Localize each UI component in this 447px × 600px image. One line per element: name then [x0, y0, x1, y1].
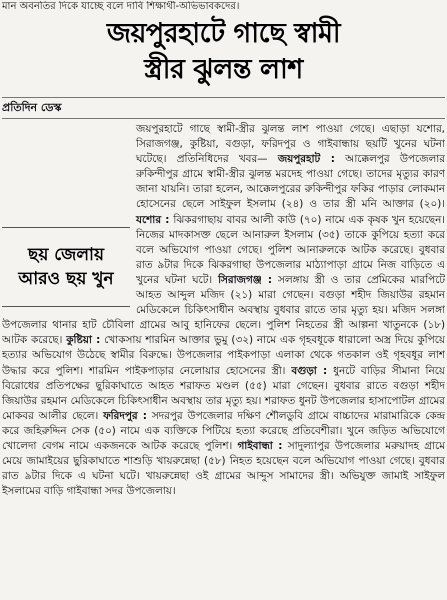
article-body [2, 122, 445, 598]
district-dateline: বগুড়া : [291, 364, 328, 377]
headline-line-2: স্ত্রীর ঝুলন্ত লাশ [144, 54, 303, 85]
subheadline-line-2: আরও ছয় খুন [18, 269, 114, 289]
article-text: ধুনটে বাড়ির সীমানা নিয়ে বিরোধের প্রতিপক্ষের ছুরিকাঘাতে আহত শরাফত মণ্ডল (৫৫) মারা গেছেন। বুধবার রাতে বগুড়া শহীদ জিয়াউর রহমান মেডিকেলে চিকিৎসাধীন অবস্থায় তার মৃত্যু হয়। শরাফত ধুনট উপজেলার হাসাপোটল গ্রামের মোকবর আলীর ছেলে। [2, 364, 445, 422]
district-dateline: সিরাজগঞ্জ : [218, 273, 273, 286]
headline [0, 16, 447, 88]
article-text: ঝিকরগাছায় বাবর আলী কাউ (৭০) নামে এক কৃষক খুন হয়েছেন। নিজের মাদকাসক্ত ছেলে আনারুল ইসলাম (৩৫) তাকে কুপিয়ে হত্যা করে বলে অভিযোগ পাওয়া গেছে। পুলিশ আনারুলকে আটক করেছে। বুধবার রাত ৯টার দিকে ঝিকরগাছা উপজেলার মাঠ্যাপাড়া গ্রামে নিজ বাড়িতে এ খুনের ঘটনা ঘটে। [136, 213, 445, 286]
article-text: সলঙ্গায় স্ত্রী ও তার প্রেমিকের মারপিটে আহত আব্দুল মজিদ (২১) মারা গেছেন। বগুড়া শহীদ জিয়াউর রহমান মেডিকেলে চিকিৎসাধীন অবস্থায় বুধবার রাতে তার মৃত্যু হয়। মজিদ সলঙ্গা উপজেলার থানার হাট চৌবিলা গ্রামের আবু হানিফের ছেলে। পুলিশ নিহতের স্ত্রী আল্পনা খাতুনকে (১৮) আটক করেছে। [2, 273, 445, 347]
district-dateline: জয়পুরহাট : [277, 153, 335, 166]
previous-article-line: মান অবনতির দিকে যাচ্ছে বলে দাবি শিক্ষার্থী-অভিভাবকদের। [2, 1, 240, 12]
article-text: জয়পুরহাটে গাছে স্বামী-স্ত্রীর ঝুলন্ত লাশ পাওয়া গেছে। এছাড়া যশোর, সিরাজগঞ্জ, কুষ্টিয়া, বগুড়া, ফরিদপুর ও গাইবান্ধায় ছয়টি খুনের ঘটনা ঘটেছে। প্রতিনিধিদের খবর— [136, 123, 445, 166]
district-dateline: ফরিদপুর : [103, 409, 147, 422]
article-text: আক্কেলপুর উপজেলার রুকিন্দীপুর গ্রামে স্বামী-স্ত্রীর ঝুলন্ত মরদেহ পাওয়া গেছে। তাদের মৃত্যুর কারণ জানা যায়নি। তারা হলেন, আক্কেলপুরের রুকিন্দীপুর ফকির পাড়ার লোকমান হোসেনের ছেলে সাইফুল ইসলাম (২৪) ও তার স্ত্রী মনি আক্তার (২০)। [136, 153, 445, 211]
divider-bottom [2, 118, 445, 119]
subheadline-line-1: ছয় জেলায় [28, 245, 104, 265]
subheadline-box [2, 227, 130, 307]
article-text: সদরপুর উপজেলার দক্ষিণ শৌলডুবি গ্রামে বাচ্চাদের মারামারিকে কেন্দ্র করে জহিরুদ্দিন সেক (৫০) নামে এক ব্যক্তিকে পিটিয়ে হত্যা করেছে প্রতিবেশীরা। খুনে জড়িত অভিযোগে খোলেদা বেগম নামে একজনকে আটক করেছে পুলিশ। [2, 409, 445, 452]
district-dateline: কুষ্টিয়া : [66, 334, 101, 347]
headline-line-1: জয়পুরহাটে গাছে স্বামী [106, 18, 341, 49]
article-text: খোকসায় শারমিন আক্তার ভুমু (৩২) নামে এক গৃহবধূকে ধারালো অস্ত্র দিয়ে কুপিয়ে হত্যার অভিযোগ উঠেছে স্বামীর বিরুদ্ধে। উপজেলার পাইকপাড়া এলাকা থেকে গতকাল ওই গৃহবধূর লাশ উদ্ধার করে পুলিশ। শারমিন পাইকপাড়ার নেলোয়ার হোসেনের স্ত্রী। [2, 334, 445, 377]
district-dateline: গাইবান্ধা : [237, 439, 283, 452]
divider-top [2, 97, 445, 98]
byline-desk: প্রতিদিন ডেস্ক [2, 101, 62, 114]
district-dateline: যশোর : [136, 213, 170, 226]
article-text: সাদুল্যাপুর উপজেলার মরুয়াদহ গ্রামে মেয়ে জামাইয়ের ছুরিকাঘাতে শাশুড়ি খায়রুন্নেছা (৫৮) নিহত হয়েছেন বলে অভিযোগ পাওয়া গেছে। বুধবার রাত ৯টার দিকে এ ঘটনা ঘটে। খায়রুন্নেছা ওই গ্রামের আব্দুস সামাদের স্ত্রী। অভিযুক্ত জামাই সাইফুল ইসলামের বাড়ি গাইবান্ধা সদর উপজেলায়। [2, 439, 445, 498]
